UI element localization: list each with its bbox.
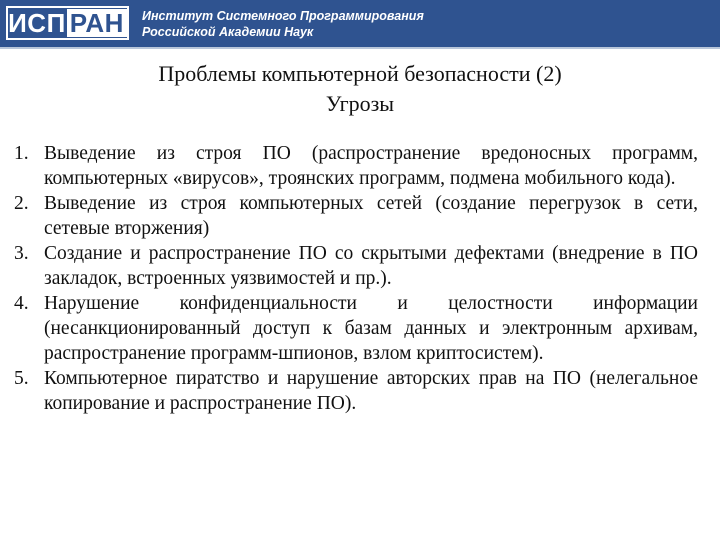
list-item-number: 5. bbox=[14, 368, 29, 389]
slide-title bbox=[0, 59, 720, 119]
list-item bbox=[14, 141, 698, 191]
list-item-text: Выведение из строя компьютерных сетей (создание перегрузок в сети, сетевые вторжения) bbox=[44, 193, 698, 239]
institute-name bbox=[142, 8, 424, 40]
list-item bbox=[14, 191, 698, 241]
list-item-text: Нарушение конфиденциальности и целостности информации (несанкционированный доступ к базам данных и электронным архивам, распространение программ-шпионов, взлом криптосистем). bbox=[44, 293, 698, 364]
header-bar bbox=[0, 0, 720, 47]
list-item-number: 2. bbox=[14, 193, 29, 214]
logo-text bbox=[8, 9, 127, 37]
list-item bbox=[14, 291, 698, 366]
list-item-text: Выведение из строя ПО (распространение вредоносных программ, компьютерных «вирусов», троянских программ, подмена мобильного кода). bbox=[44, 143, 698, 189]
logo-text-right: РАН bbox=[67, 9, 127, 37]
list-item bbox=[14, 241, 698, 291]
list-item-number: 4. bbox=[14, 293, 29, 314]
list-item bbox=[14, 366, 698, 416]
institute-name-line1: Институт Системного Программирования bbox=[142, 9, 424, 23]
ispras-logo bbox=[6, 6, 129, 40]
slide-title-line2: Угрозы bbox=[325, 91, 395, 116]
institute-name-line2: Российской Академии Наук bbox=[142, 25, 314, 39]
list-item-text: Создание и распространение ПО со скрытыми дефектами (внедрение в ПО закладок, встроенных уязвимостей и пр.). bbox=[44, 243, 698, 289]
slide-title-line1: Проблемы компьютерной безопасности (2) bbox=[158, 61, 562, 86]
list-item-text: Компьютерное пиратство и нарушение авторских прав на ПО (нелегальное копирование и распространение ПО). bbox=[44, 368, 698, 414]
threats-list bbox=[14, 141, 698, 416]
list-item-number: 3. bbox=[14, 243, 29, 264]
header-divider bbox=[0, 47, 720, 49]
logo-text-left: ИСП bbox=[8, 8, 66, 38]
list-item-number: 1. bbox=[14, 143, 29, 164]
